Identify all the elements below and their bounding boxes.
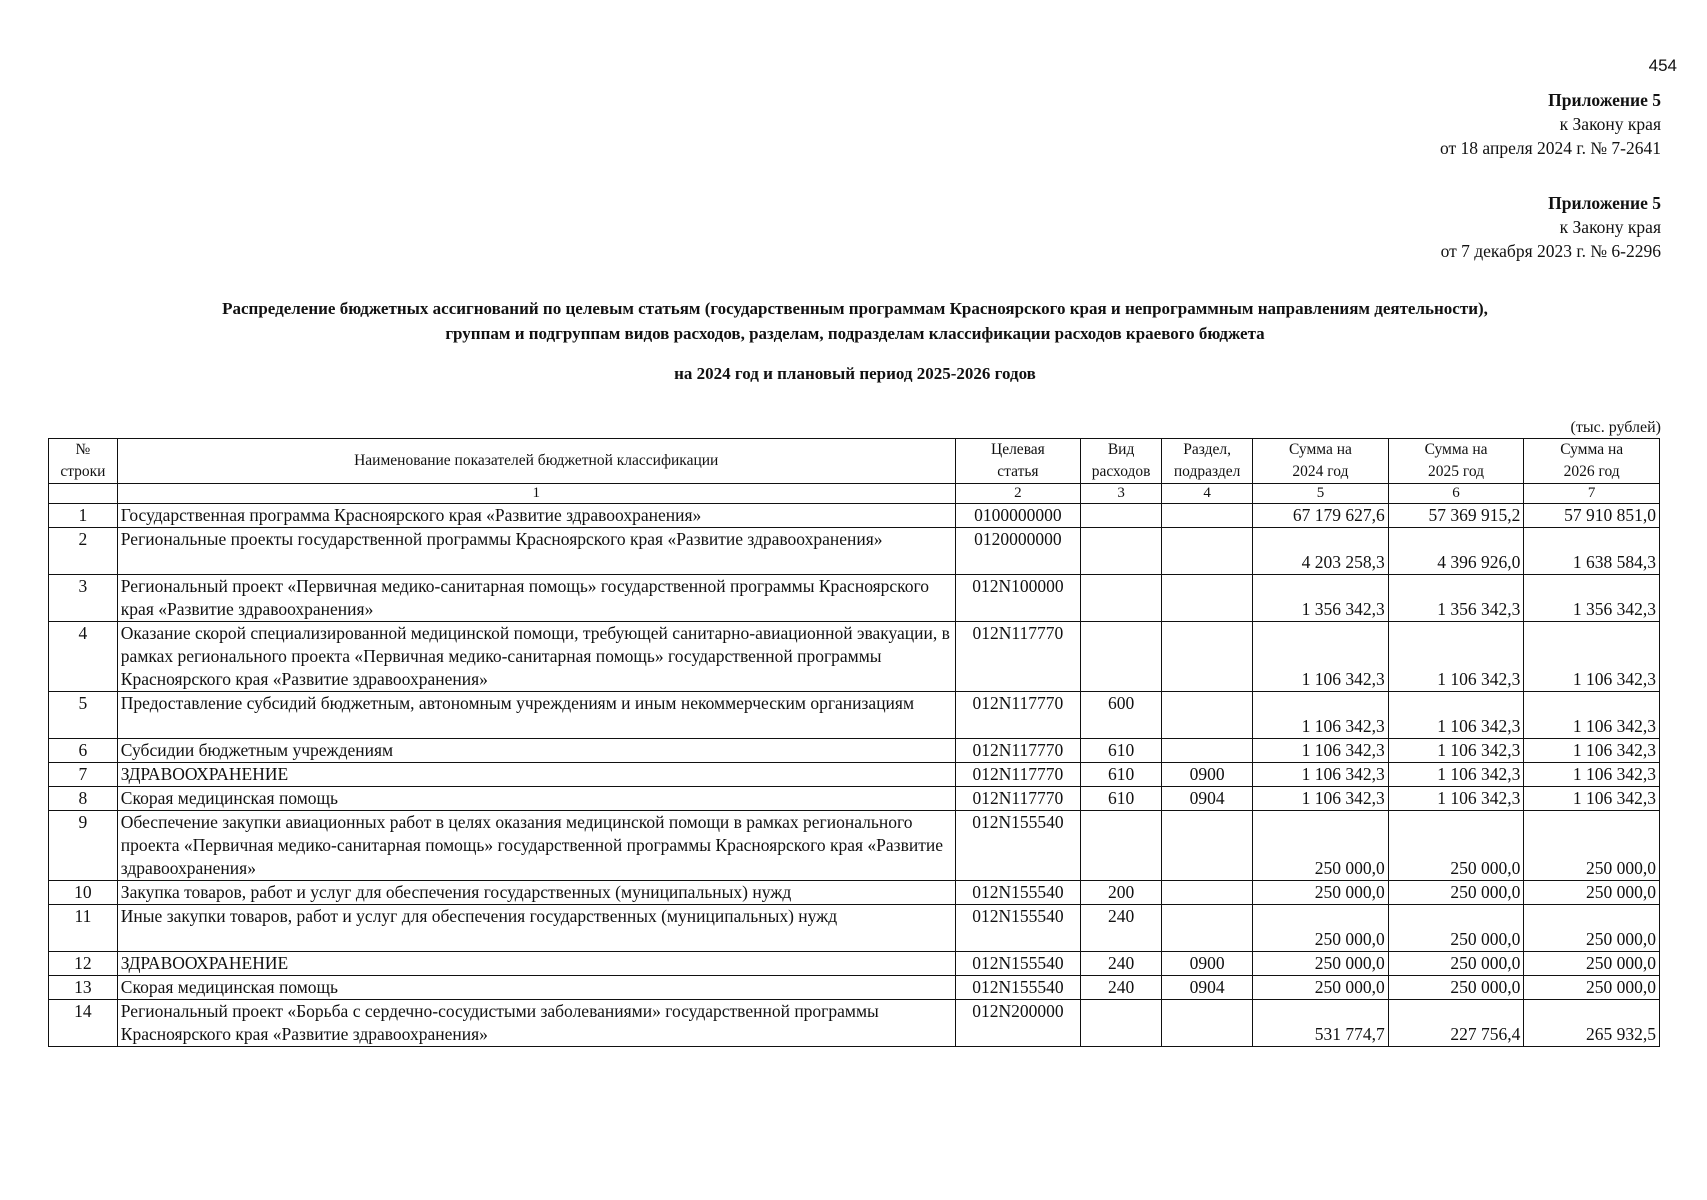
row-number: 12 xyxy=(49,952,118,976)
document-subtitle: на 2024 год и плановый период 2025-2026 годов xyxy=(674,364,1036,383)
header-sum-2026: Сумма на 2026 год xyxy=(1524,439,1660,484)
row-expense-type xyxy=(1081,622,1162,692)
row-section: 0900 xyxy=(1162,952,1253,976)
row-sum-2025: 227 756,4 xyxy=(1388,1000,1524,1047)
row-target-article: 012N117770 xyxy=(955,739,1080,763)
header-sum-2025: Сумма на 2025 год xyxy=(1388,439,1524,484)
row-sum-2026: 250 000,0 xyxy=(1524,811,1660,881)
row-name: Региональные проекты государственной программы Красноярского края «Развитие здравоохранения» xyxy=(117,528,955,575)
row-section xyxy=(1162,504,1253,528)
table-row xyxy=(49,787,1660,811)
header-name: Наименование показателей бюджетной классификации xyxy=(117,439,955,484)
row-sum-2024: 1 106 342,3 xyxy=(1253,692,1389,739)
table-row xyxy=(49,528,1660,575)
row-name: Обеспечение закупки авиационных работ в целях оказания медицинской помощи в рамках регионального проекта «Первичная медико-санитарная помощь» государственной программы Красноярского края «Развитие здравоохранения» xyxy=(117,811,955,881)
annex-current-line2: от 18 апреля 2024 г. № 7-2641 xyxy=(1440,138,1661,158)
row-sum-2025: 1 106 342,3 xyxy=(1388,763,1524,787)
table-row xyxy=(49,575,1660,622)
row-sum-2025: 1 106 342,3 xyxy=(1388,787,1524,811)
row-number: 5 xyxy=(49,692,118,739)
document-title xyxy=(60,296,1650,346)
row-section xyxy=(1162,575,1253,622)
row-number: 9 xyxy=(49,811,118,881)
column-number: 2 xyxy=(955,484,1080,504)
row-expense-type xyxy=(1081,528,1162,575)
row-expense-type xyxy=(1081,1000,1162,1047)
annex-original-line1: к Закону края xyxy=(1559,217,1661,237)
row-sum-2025: 4 396 926,0 xyxy=(1388,528,1524,575)
row-number: 6 xyxy=(49,739,118,763)
annex-current-line1: к Закону края xyxy=(1559,114,1661,134)
row-expense-type: 610 xyxy=(1081,763,1162,787)
column-number: 4 xyxy=(1162,484,1253,504)
row-sum-2024: 1 106 342,3 xyxy=(1253,787,1389,811)
row-sum-2024: 250 000,0 xyxy=(1253,905,1389,952)
row-expense-type: 600 xyxy=(1081,692,1162,739)
row-section xyxy=(1162,881,1253,905)
annex-original-line2: от 7 декабря 2023 г. № 6-2296 xyxy=(1440,241,1661,261)
header-section: Раздел, подраздел xyxy=(1162,439,1253,484)
row-target-article: 012N200000 xyxy=(955,1000,1080,1047)
row-sum-2025: 250 000,0 xyxy=(1388,811,1524,881)
column-number: 3 xyxy=(1081,484,1162,504)
table-row xyxy=(49,504,1660,528)
row-name: Государственная программа Красноярского края «Развитие здравоохранения» xyxy=(117,504,955,528)
row-number: 4 xyxy=(49,622,118,692)
row-sum-2026: 250 000,0 xyxy=(1524,905,1660,952)
row-sum-2026: 1 106 342,3 xyxy=(1524,787,1660,811)
row-sum-2024: 250 000,0 xyxy=(1253,952,1389,976)
row-number: 8 xyxy=(49,787,118,811)
row-sum-2025: 57 369 915,2 xyxy=(1388,504,1524,528)
units-label: (тыс. рублей) xyxy=(1570,419,1661,436)
row-number: 10 xyxy=(49,881,118,905)
column-number-row xyxy=(49,484,1660,504)
row-sum-2025: 1 106 342,3 xyxy=(1388,739,1524,763)
row-sum-2026: 1 106 342,3 xyxy=(1524,739,1660,763)
row-expense-type: 240 xyxy=(1081,952,1162,976)
row-section: 0904 xyxy=(1162,976,1253,1000)
row-expense-type xyxy=(1081,811,1162,881)
table-row xyxy=(49,905,1660,952)
row-sum-2025: 250 000,0 xyxy=(1388,952,1524,976)
column-number: 5 xyxy=(1253,484,1389,504)
row-sum-2024: 1 356 342,3 xyxy=(1253,575,1389,622)
row-target-article: 012N155540 xyxy=(955,952,1080,976)
column-number: 7 xyxy=(1524,484,1660,504)
document-title-line1: Распределение бюджетных ассигнований по целевым статьям (государственным программам Красноярского края и непрограммным направлениям деятельности), xyxy=(222,299,1488,318)
row-target-article: 012N117770 xyxy=(955,763,1080,787)
row-expense-type: 200 xyxy=(1081,881,1162,905)
row-target-article: 012N155540 xyxy=(955,811,1080,881)
budget-table xyxy=(48,438,1660,1047)
row-section: 0900 xyxy=(1162,763,1253,787)
row-section xyxy=(1162,528,1253,575)
row-section: 0904 xyxy=(1162,787,1253,811)
table-row xyxy=(49,692,1660,739)
row-sum-2024: 4 203 258,3 xyxy=(1253,528,1389,575)
table-header-row xyxy=(49,439,1660,484)
row-sum-2024: 67 179 627,6 xyxy=(1253,504,1389,528)
header-sum-2024: Сумма на 2024 год xyxy=(1253,439,1389,484)
row-sum-2026: 265 932,5 xyxy=(1524,1000,1660,1047)
row-name: Оказание скорой специализированной медицинской помощи, требующей санитарно-авиационной эвакуации, в рамках регионального проекта «Первичная медико-санитарная помощь» государственной программы Красноярского края «Развитие здравоохранения» xyxy=(117,622,955,692)
row-sum-2025: 250 000,0 xyxy=(1388,976,1524,1000)
row-name: Скорая медицинская помощь xyxy=(117,787,955,811)
row-sum-2024: 250 000,0 xyxy=(1253,976,1389,1000)
table-row xyxy=(49,952,1660,976)
row-section xyxy=(1162,1000,1253,1047)
table-row xyxy=(49,1000,1660,1047)
page-number: 454 xyxy=(1648,56,1677,75)
annex-original-title: Приложение 5 xyxy=(1548,193,1661,213)
row-expense-type xyxy=(1081,504,1162,528)
row-target-article: 012N100000 xyxy=(955,575,1080,622)
row-sum-2026: 1 106 342,3 xyxy=(1524,763,1660,787)
row-sum-2025: 1 106 342,3 xyxy=(1388,622,1524,692)
annex-current-title: Приложение 5 xyxy=(1548,90,1661,110)
row-sum-2026: 1 106 342,3 xyxy=(1524,622,1660,692)
annex-current xyxy=(1440,88,1661,160)
row-number: 3 xyxy=(49,575,118,622)
row-target-article: 0100000000 xyxy=(955,504,1080,528)
row-target-article: 012N117770 xyxy=(955,787,1080,811)
row-expense-type: 240 xyxy=(1081,905,1162,952)
row-number: 2 xyxy=(49,528,118,575)
row-section xyxy=(1162,905,1253,952)
row-sum-2026: 250 000,0 xyxy=(1524,976,1660,1000)
row-name: Иные закупки товаров, работ и услуг для обеспечения государственных (муниципальных) нужд xyxy=(117,905,955,952)
row-section xyxy=(1162,739,1253,763)
table-row xyxy=(49,811,1660,881)
column-number xyxy=(49,484,118,504)
row-section xyxy=(1162,811,1253,881)
row-sum-2026: 1 106 342,3 xyxy=(1524,692,1660,739)
table-row xyxy=(49,881,1660,905)
row-sum-2025: 250 000,0 xyxy=(1388,905,1524,952)
row-expense-type: 240 xyxy=(1081,976,1162,1000)
row-target-article: 012N155540 xyxy=(955,905,1080,952)
row-number: 14 xyxy=(49,1000,118,1047)
row-sum-2024: 250 000,0 xyxy=(1253,881,1389,905)
row-target-article: 012N117770 xyxy=(955,622,1080,692)
row-section xyxy=(1162,622,1253,692)
table-row xyxy=(49,622,1660,692)
table-row xyxy=(49,739,1660,763)
row-sum-2026: 1 638 584,3 xyxy=(1524,528,1660,575)
header-target-article: Целевая статья xyxy=(955,439,1080,484)
row-target-article: 0120000000 xyxy=(955,528,1080,575)
row-number: 7 xyxy=(49,763,118,787)
row-sum-2025: 1 356 342,3 xyxy=(1388,575,1524,622)
row-target-article: 012N155540 xyxy=(955,881,1080,905)
row-sum-2024: 1 106 342,3 xyxy=(1253,622,1389,692)
row-number: 11 xyxy=(49,905,118,952)
row-sum-2025: 250 000,0 xyxy=(1388,881,1524,905)
annex-original xyxy=(1441,191,1661,263)
row-target-article: 012N117770 xyxy=(955,692,1080,739)
header-expense-type: Вид расходов xyxy=(1081,439,1162,484)
header-row-number: № строки xyxy=(49,439,118,484)
row-name: ЗДРАВООХРАНЕНИЕ xyxy=(117,763,955,787)
column-number: 1 xyxy=(117,484,955,504)
row-name: Субсидии бюджетным учреждениям xyxy=(117,739,955,763)
row-sum-2024: 531 774,7 xyxy=(1253,1000,1389,1047)
row-target-article: 012N155540 xyxy=(955,976,1080,1000)
row-sum-2026: 250 000,0 xyxy=(1524,881,1660,905)
row-expense-type: 610 xyxy=(1081,787,1162,811)
row-name: Скорая медицинская помощь xyxy=(117,976,955,1000)
column-number: 6 xyxy=(1388,484,1524,504)
row-sum-2025: 1 106 342,3 xyxy=(1388,692,1524,739)
row-sum-2024: 1 106 342,3 xyxy=(1253,739,1389,763)
row-name: Закупка товаров, работ и услуг для обеспечения государственных (муниципальных) нужд xyxy=(117,881,955,905)
row-name: ЗДРАВООХРАНЕНИЕ xyxy=(117,952,955,976)
row-sum-2026: 250 000,0 xyxy=(1524,952,1660,976)
row-expense-type: 610 xyxy=(1081,739,1162,763)
table-row xyxy=(49,763,1660,787)
row-name: Региональный проект «Первичная медико-санитарная помощь» государственной программы Красноярского края «Развитие здравоохранения» xyxy=(117,575,955,622)
row-sum-2026: 57 910 851,0 xyxy=(1524,504,1660,528)
document-title-line2: группам и подгруппам видов расходов, разделам, подразделам классификации расходов краевого бюджета xyxy=(445,324,1265,343)
row-number: 1 xyxy=(49,504,118,528)
row-section xyxy=(1162,692,1253,739)
row-sum-2024: 1 106 342,3 xyxy=(1253,763,1389,787)
row-sum-2024: 250 000,0 xyxy=(1253,811,1389,881)
row-name: Региональный проект «Борьба с сердечно-сосудистыми заболеваниями» государственной программы Красноярского края «Развитие здравоохранения» xyxy=(117,1000,955,1047)
table-row xyxy=(49,976,1660,1000)
row-sum-2026: 1 356 342,3 xyxy=(1524,575,1660,622)
row-expense-type xyxy=(1081,575,1162,622)
row-name: Предоставление субсидий бюджетным, автономным учреждениям и иным некоммерческим организациям xyxy=(117,692,955,739)
row-number: 13 xyxy=(49,976,118,1000)
